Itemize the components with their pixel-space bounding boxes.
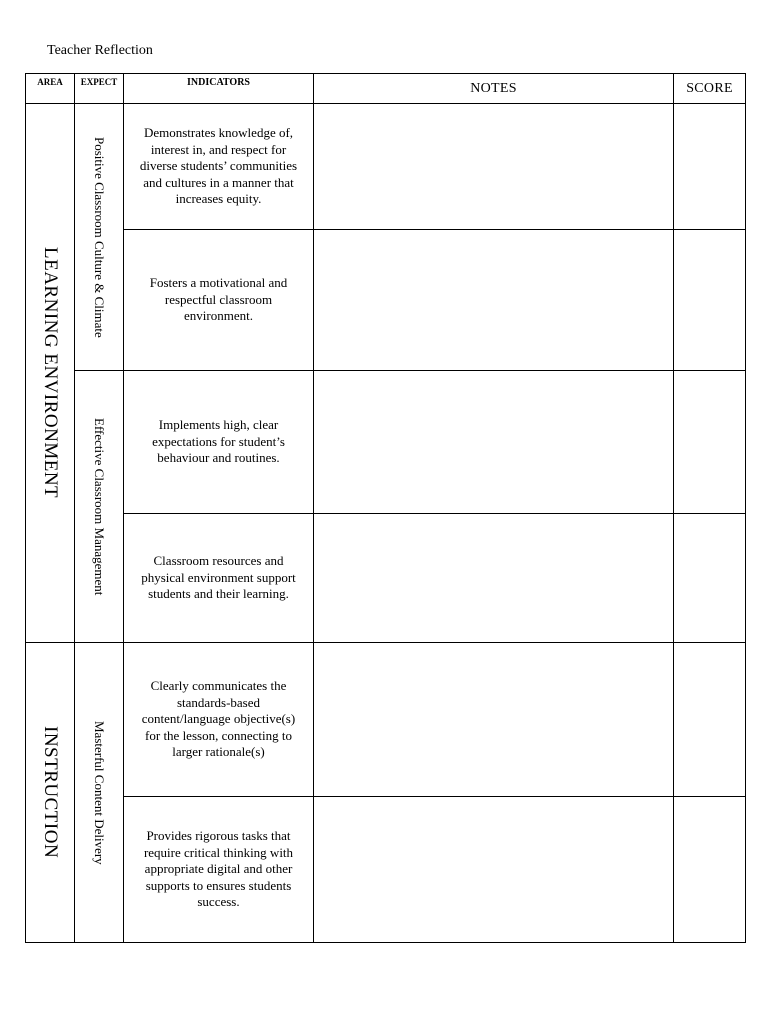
header-notes: NOTES <box>313 73 674 104</box>
area-label: INSTRUCTION <box>40 726 61 859</box>
indicator-cell: Classroom resources and physical environment support students and their learning. <box>123 513 314 643</box>
area-label: LEARNING ENVIRONMENT <box>40 247 61 499</box>
score-cell[interactable] <box>673 796 746 943</box>
header-area: AREA <box>25 73 75 104</box>
indicator-cell: Clearly communicates the standards-based content/language objective(s) for the lesson, connecting to larger rationale(s) <box>123 642 314 797</box>
score-cell[interactable] <box>673 103 746 230</box>
header-score: SCORE <box>673 73 746 104</box>
area-learning-environment <box>25 103 75 643</box>
expect-label: Masterful Content Delivery <box>92 720 107 865</box>
indicator-cell: Fosters a motivational and respectful classroom environment. <box>123 229 314 371</box>
header-expect: EXPECT <box>74 73 124 104</box>
notes-cell[interactable] <box>313 103 674 230</box>
indicator-cell: Demonstrates knowledge of, interest in, and respect for diverse students’ communities and cultures in a manner that increases equity. <box>123 103 314 230</box>
notes-cell[interactable] <box>313 513 674 643</box>
notes-cell[interactable] <box>313 642 674 797</box>
notes-cell[interactable] <box>313 370 674 514</box>
score-cell[interactable] <box>673 642 746 797</box>
expect-content-delivery <box>74 642 124 943</box>
score-cell[interactable] <box>673 229 746 371</box>
indicator-cell: Provides rigorous tasks that require critical thinking with appropriate digital and other supports to ensures students success. <box>123 796 314 943</box>
expect-label: Effective Classroom Management <box>92 417 107 596</box>
expect-positive-culture <box>74 103 124 371</box>
area-instruction <box>25 642 75 943</box>
notes-cell[interactable] <box>313 796 674 943</box>
expect-classroom-management <box>74 370 124 643</box>
notes-cell[interactable] <box>313 229 674 371</box>
header-indicators: INDICATORS <box>123 73 314 104</box>
score-cell[interactable] <box>673 513 746 643</box>
indicator-cell: Implements high, clear expectations for student’s behaviour and routines. <box>123 370 314 514</box>
score-cell[interactable] <box>673 370 746 514</box>
expect-label: Positive Classroom Culture & Climate <box>92 136 107 338</box>
page-title: Teacher Reflection <box>47 43 153 58</box>
